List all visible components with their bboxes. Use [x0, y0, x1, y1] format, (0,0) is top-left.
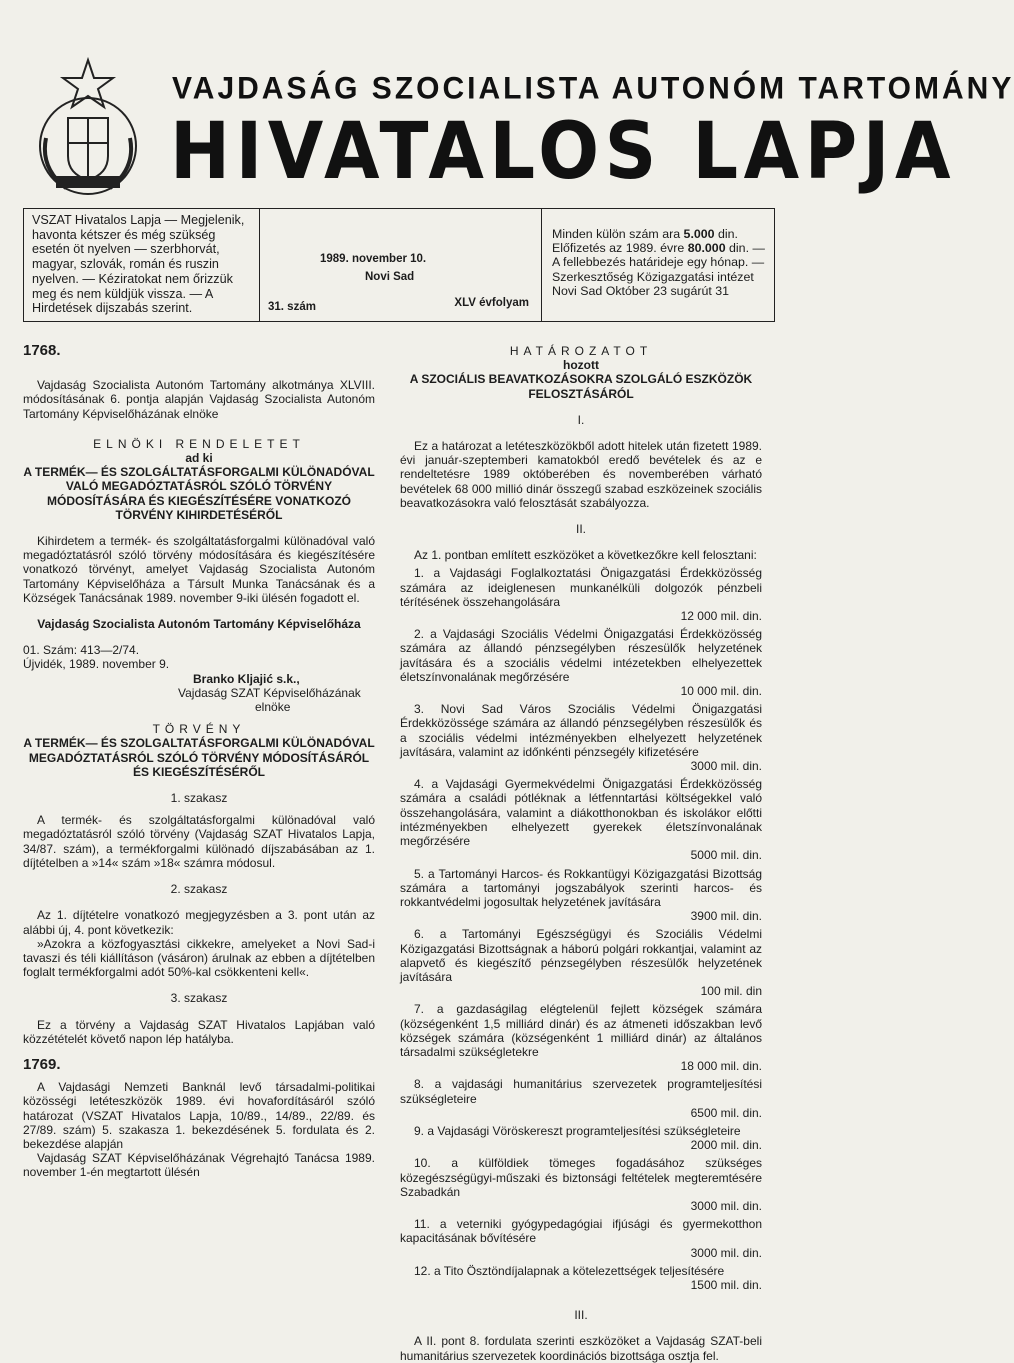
resolution-subtitle: hozott	[563, 358, 599, 373]
reference-date: Újvidék, 1989. november 9.	[23, 657, 170, 672]
section-3-heading: 3. szakasz	[170, 991, 228, 1006]
part-i-text: Ez a határozat a letéteszközökből adott hitelek után fizetett 1989. évi január-szeptemberi kamatokból eredő bevételek és az e rendeltetésre 1989 októberében és novemberében várható bevételek 68 000 millió dinár összegű szabad eszközeinek szociális beavatkozásokra való felosztását szabályozza.	[400, 439, 762, 510]
section-1-text: A termék- és szolgáltatásforgalmi különadóval való megadóztatásról szóló törvény (Vajdaság SZAT Hivatalos Lapja, 34/87. szám), a termékforgalmi különadó díjszabásában az 1. díjtételben a »14« szám »18« számra módosul.	[23, 813, 375, 870]
masthead-top-line: VAJDASÁG SZOCIALISTA AUTONÓM TARTOMÁNY	[172, 71, 1014, 106]
list-item	[400, 1156, 762, 1213]
list-item	[400, 1124, 762, 1152]
issue-details	[260, 209, 542, 321]
law-heading: A TERMÉK— ÉS SZOLGALTATÁSFORGALMI KÜLÖNADÓVAL MEGADÓZTATÁSRÓL SZÓLÓ TÖRVÉNY MÓDOSÍTÁSÁRÓL ÉS KIEGÉSZÍTÉSÉRŐL	[23, 736, 375, 779]
allocation-amount: 5000 mil. din.	[690, 848, 762, 863]
allocation-amount: 3000 mil. din.	[690, 1198, 762, 1213]
section-1-heading: 1. szakasz	[170, 791, 228, 806]
section-2-quote: »Azokra a közfogyasztási cikkekre, amelyeket a Novi Sad-i tavaszi és téli kiállításon (vásáron) árulnak az ebben a díjtételben foglalt termékforgalmi adót 50%-kal csökkenteni kell«.	[23, 936, 375, 980]
part-ii-intro: Az 1. pontban említett eszközöket a következőkre kell felosztani:	[414, 548, 757, 563]
signer-role: Vajdaság SZAT Képviselőházának	[178, 685, 361, 700]
resolution-intro-2: Vajdaság SZAT Képviselőházának Végrehajtó Tanácsa 1989. november 1-én megtartott ülésén	[23, 1151, 375, 1180]
list-item	[400, 702, 762, 773]
allocation-amount: 2000 mil. din.	[690, 1138, 762, 1153]
issue-date: 1989. november 10.	[320, 253, 427, 265]
allocation-amount: 100 mil. din	[700, 984, 762, 999]
allocation-text: 7. a gazdaságilag elégtelenül fejlett községek számára (községenként 1,5 milliárd dinár) és az átmeneti időszakban levő községek számára (községenként 1 milliárd dinár) az általános társadalmi szükségletekre	[400, 1002, 762, 1059]
allocation-amount: 3000 mil. din.	[690, 759, 762, 774]
list-item	[400, 1264, 762, 1292]
allocation-amount: 3900 mil. din.	[690, 909, 762, 924]
allocation-text: 9. a Vajdasági Vöröskereszt programteljesítési szükségleteire	[414, 1123, 741, 1138]
allocation-text: 4. a Vajdasági Gyermekvédelmi Önigazgatási Érdekközösség számára a családi pótléknak a létfenntartási költségekkel való összehangolására, valamint a diákotthonokban és iskolákor előtti intézményekben elhelyezett gyerekek életszínvonalának megőrzésére	[400, 777, 762, 849]
allocation-text: 1. a Vajdasági Foglalkoztatási Önigazgatási Érdekközösség számára az ideiglenesen munkanélküli dolgozók pénzbeli térítésének összehangolására	[400, 566, 762, 609]
left-column	[23, 340, 375, 1180]
section-number-1769: 1769.	[23, 1055, 61, 1073]
section-3-text: Ez a törvény a Vajdaság SZAT Hivatalos Lapjában való közzétételét követő napon lép hatályba.	[23, 1017, 375, 1046]
resolution-title: HATÁROZATOT	[509, 344, 653, 358]
section-2-heading: 2. szakasz	[170, 882, 228, 897]
reference-number: 01. Szám: 413—2/74.	[23, 643, 140, 658]
allocation-text: 10. a külföldiek tömeges fogadásához szükséges közegészségügyi-műszaki és biztonsági feltételek megteremtésére Szabadkán	[400, 1156, 762, 1199]
part-ii-heading: II.	[575, 522, 586, 537]
info-box	[23, 208, 775, 322]
masthead-title: HIVATALOS LAPJA	[170, 107, 957, 197]
list-item	[400, 867, 762, 924]
right-column	[400, 340, 762, 1363]
list-item	[400, 627, 762, 698]
allocation-text: 2. a Vajdasági Szociális Védelmi Önigazgatási Érdekközösség számára az állandó pénzsegélyben részesülők helyzetének javítására és a szociális védelmi intézetekben elhelyezettek életszínvonalának megőrzésére	[400, 627, 762, 684]
allocation-text: 6. a Tartományi Egészségügyi és Szociális Védelmi Közigazgatási Bizottságnak a háború polgári rokkantjai, valamint az alapvető és kiegészítő pénzsegélyben részesülők helyzetének javítására	[400, 927, 762, 984]
price-notice	[542, 209, 774, 321]
intro-paragraph: Vajdaság Szocialista Autonóm Tartomány alkotmánya XLVIII. módosításának 6. pontja alapján Vajdaság Szocialista Autonóm Tartomány Képviselőházának elnöke	[23, 378, 375, 421]
price-value: 5.000	[683, 227, 715, 241]
allocation-text: 5. a Tartományi Harcos- és Rokkantügyi Közigazgatási Bizottság számára a tartományi jogszabályok szerinti harcos- és rokkantvédelmi jogosultak helyzetének javítására	[400, 866, 762, 909]
allocation-amount: 10 000 mil. din.	[680, 684, 762, 699]
resolution-intro: A Vajdasági Nemzeti Banknál levő társadalmi-politikai közösségi letéteszközök 1989. évi hovafordításáról szóló határozat (VSZAT Hivatalos Lapja, 10/89., 14/89., 22/89. és 27/89. szám) 5. szakasza 1. bekezdésének 5. fordulata és 2. bekezdése alapján	[23, 1080, 375, 1151]
list-item	[400, 1002, 762, 1073]
list-item	[400, 1077, 762, 1120]
issue-number: 31. szám	[268, 301, 316, 313]
part-iii-text: A II. pont 8. fordulata szerinti eszközöket a Vajdaság SZAT-beli humanitárius szervezetek koordinációs bizottsága osztja fel.	[400, 1334, 762, 1363]
signer-role-2: elnöke	[255, 700, 291, 715]
volume-number: XLV évfolyam	[454, 297, 529, 309]
allocation-amount: 12 000 mil. din.	[680, 609, 762, 624]
part-iii-heading: III.	[574, 1308, 588, 1323]
part-i-heading: I.	[577, 412, 585, 427]
allocation-text: 11. a veterniki gyógypedagógiai ifjúsági és gyermekotthon kapacitásának bővítésére	[400, 1217, 762, 1246]
section-number-1768: 1768.	[23, 342, 61, 359]
issue-place: Novi Sad	[365, 271, 415, 283]
decree-subtitle: ad ki	[185, 451, 213, 466]
list-item	[400, 927, 762, 998]
allocation-amount: 1500 mil. din.	[690, 1277, 762, 1292]
list-item	[400, 777, 762, 862]
assembly-name: Vajdaság Szocialista Autonóm Tartomány Képviselőháza	[37, 617, 361, 632]
price-text-2: din. Előfizetés az 1989. évre	[552, 227, 738, 256]
decree-heading: A TERMÉK— ÉS SZOLGÁLTATÁSFORGALMI KÜLÖNADÓVAL VALÓ MEGADÓZTATÁSRÓL SZÓLÓ TÖRVÉNY MÓDOSÍTÁSÁRA ÉS KIEGÉSZÍTÉSÉRE VONATKOZÓ TÖRVÉNY KIHIRDETÉSÉRŐL	[23, 465, 375, 522]
allocation-list	[400, 566, 762, 1292]
law-title: TÖRVÉNY	[152, 722, 246, 737]
resolution-heading: A SZOCIÁLIS BEAVATKOZÁSOKRA SZOLGÁLÓ ESZKÖZÖK FELOSZTÁSÁRÓL	[409, 372, 753, 401]
publication-notice: VSZAT Hivatalos Lapja — Megjelenik, havonta kétszer és még szükség esetén öt nyelven — szerbhorvát, magyar, szlovák, román és ruszin nyelven. — Kéziratokat nem őrizzük meg és nem küldjük vissza. — A Hirdetések dijszabás szerint.	[24, 209, 260, 321]
list-item	[400, 1217, 762, 1260]
list-item	[400, 566, 762, 623]
price-text-1: Minden külön szám ara	[552, 227, 684, 241]
section-2-text: Az 1. díjtételre vonatkozó megjegyzésben a 3. pont után az alábbi új, 4. pont következik:	[23, 908, 375, 937]
allocation-text: 12. a Tito Ösztöndíjalapnak a kötelezettségek teljesítésére	[414, 1263, 725, 1278]
coat-of-arms-icon	[26, 58, 150, 196]
decree-body: Kihirdetem a termék- és szolgáltatásforgalmi különadóval való megadóztatásról szóló törvény módosítására és kiegészítésére vonatkozó törvényt, amelyet Vajdaság Szocialista Autonóm Tartomány Képviselőháza a Társult Munka Tanácsának és a Községek Tanácsának 1989. november 9-iki ülésén fogadott el.	[23, 534, 375, 605]
price-text-3: din. — A fellebbezés határideje egy hónap. — Szerkesztőség Közigazgatási intézet Novi Sad Október 23 sugárút 31	[552, 241, 765, 298]
allocation-amount: 3000 mil. din.	[690, 1245, 762, 1260]
allocation-text: 8. a vajdasági humanitárius szervezetek programteljesítési szükségleteire	[400, 1077, 762, 1106]
allocation-amount: 6500 mil. din.	[690, 1105, 762, 1120]
decree-title: ELNÖKI RENDELETET	[93, 436, 305, 451]
allocation-text: 3. Novi Sad Város Szociális Védelmi Önigazgatási Érdekközössége számára az állandó pénzsegélyben részesülők és a szociális védelmi intézményekben elhelyezett helyzetének javítására, valamint az időnkénti pénzsegély kifizetésére	[400, 702, 762, 759]
signer-name: Branko Kljajić s.k.,	[193, 671, 300, 686]
subscription-price: 80.000	[687, 241, 726, 256]
allocation-amount: 18 000 mil. din.	[680, 1059, 762, 1074]
